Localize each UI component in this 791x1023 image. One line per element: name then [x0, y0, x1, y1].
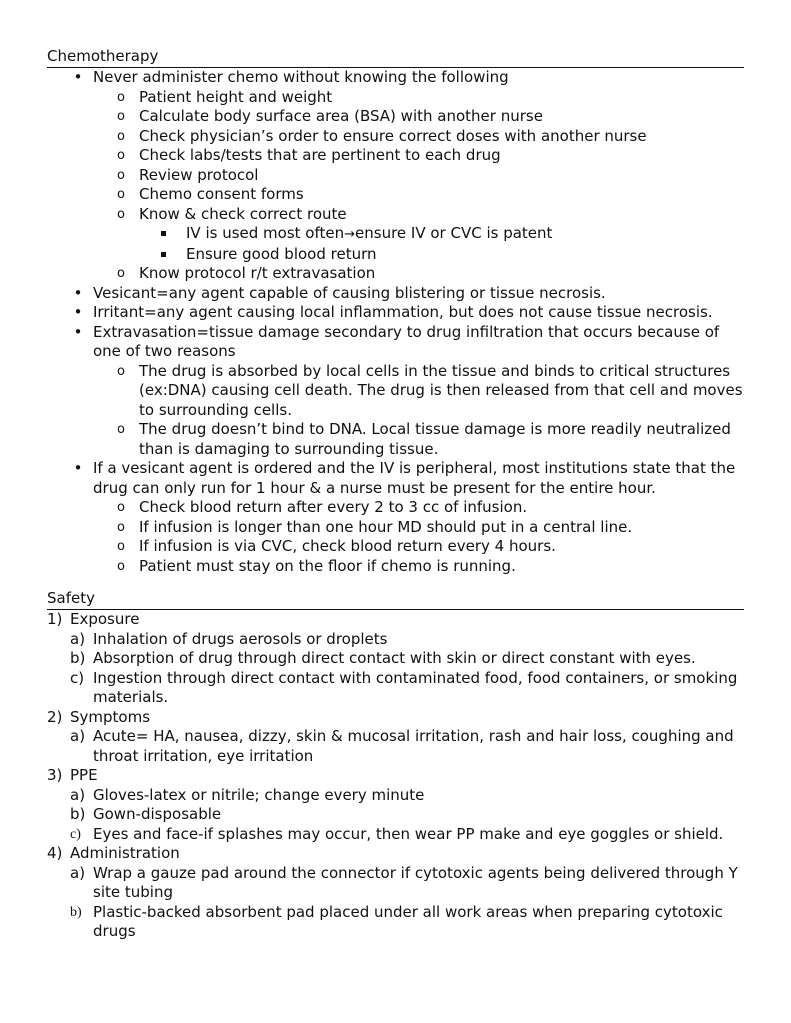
list-item — [93, 537, 744, 557]
list-item — [93, 498, 744, 518]
list-item — [47, 284, 744, 304]
document-page — [47, 47, 744, 942]
sub-list — [93, 362, 744, 460]
list-item — [70, 669, 744, 708]
sub-sub-list — [139, 224, 744, 264]
list-item-text: PPE — [70, 766, 98, 784]
number-marker: 4) — [47, 844, 63, 862]
list-item-text: Patient must stay on the floor if chemo is running. — [139, 556, 516, 575]
list-item — [47, 708, 744, 767]
list-item — [93, 362, 744, 421]
list-item-text: Ingestion through direct contact with contaminated food, food containers, or smoking materials. — [93, 668, 738, 706]
list-item — [70, 825, 744, 845]
section-title-chemotherapy: Chemotherapy — [47, 47, 744, 68]
circle-marker: o — [117, 148, 125, 163]
list-item-text: Patient height and weight — [139, 87, 333, 106]
list-item-text: If infusion is via CVC, check blood return every 4 hours. — [139, 537, 556, 555]
list-item — [47, 459, 744, 576]
list-item-text: Chemo consent forms — [139, 185, 304, 203]
circle-marker: o — [117, 422, 125, 437]
list-item-text: Acute= HA, nausea, dizzy, skin & mucosal irritation, rash and hair loss, coughing and throat irritation, eye irritation — [93, 727, 734, 765]
list-item-text: Wrap a gauze pad around the connector if cytotoxic agents being delivered through Y site tubing — [93, 863, 738, 901]
sub-list — [70, 630, 744, 708]
list-item — [93, 88, 744, 108]
list-item-text: Inhalation of drugs aerosols or droplets — [93, 629, 388, 648]
list-item — [93, 420, 744, 459]
bullet-marker: • — [73, 459, 83, 477]
arrow-right-icon: → — [344, 227, 356, 242]
list-item-text: Symptoms — [70, 707, 151, 726]
list-item — [93, 185, 744, 205]
list-item — [93, 518, 744, 538]
circle-marker: o — [117, 558, 125, 574]
list-item — [93, 557, 744, 577]
square-marker — [161, 252, 166, 257]
list-item — [93, 205, 744, 265]
circle-marker: o — [117, 128, 125, 144]
list-item-text: Exposure — [70, 610, 140, 628]
list-item — [70, 649, 744, 669]
list-item-text: Gloves-latex or nitrile; change every minute — [93, 785, 425, 804]
safety-numbered-list — [47, 610, 744, 942]
list-item — [93, 166, 744, 186]
list-item — [93, 264, 744, 284]
list-item — [47, 766, 744, 844]
letter-marker: b) — [70, 805, 86, 823]
list-item-text: The drug doesn’t bind to DNA. Local tissue damage is more readily neutralized than is damaging to surrounding tissue. — [139, 420, 731, 458]
sub-list — [70, 727, 744, 766]
circle-marker: o — [117, 539, 125, 554]
letter-marker: a) — [70, 727, 86, 745]
bullet-marker: • — [73, 68, 83, 86]
list-item — [47, 68, 744, 284]
section-title-safety: Safety — [47, 589, 744, 610]
circle-marker: o — [117, 206, 125, 222]
bullet-marker: • — [73, 322, 83, 341]
bullet-marker: • — [73, 283, 83, 302]
letter-marker: a) — [70, 629, 86, 648]
letter-marker: a) — [70, 785, 86, 804]
circle-marker: o — [117, 500, 125, 515]
list-item — [70, 630, 744, 650]
circle-marker: o — [117, 167, 125, 183]
sub-list — [70, 864, 744, 942]
list-item-text: Plastic-backed absorbent pad placed under all work areas when preparing cytotoxic drugs — [93, 902, 723, 940]
circle-marker: o — [117, 266, 125, 281]
letter-marker: b) — [70, 649, 86, 667]
list-item-text: Check labs/tests that are pertinent to each drug — [139, 146, 501, 164]
circle-marker: o — [117, 187, 125, 202]
circle-marker: o — [117, 109, 125, 124]
sub-list — [70, 786, 744, 845]
list-item — [47, 844, 744, 942]
list-item-text: Calculate body surface area (BSA) with another nurse — [139, 107, 543, 125]
list-item — [47, 610, 744, 708]
list-item-text: If a vesicant agent is ordered and the IV is peripheral, most institutions state that the drug can only run for 1 hour & a nurse must be present for the entire hour. — [93, 459, 736, 497]
circle-marker: o — [117, 519, 125, 535]
letter-marker: c) — [70, 668, 85, 687]
list-item — [93, 127, 744, 147]
sub-list — [93, 498, 744, 576]
list-item-text: Gown-disposable — [93, 805, 222, 823]
text-segment: ensure IV or CVC is patent — [355, 224, 553, 242]
list-item-text: Extravasation=tissue damage secondary to drug infiltration that occurs because of one of two reasons — [93, 322, 720, 360]
list-item — [70, 786, 744, 806]
list-item-text: Irritant=any agent causing local inflammation, but does not cause tissue necrosis. — [93, 303, 713, 321]
list-item-text: Review protocol — [139, 165, 259, 184]
list-item — [139, 224, 744, 245]
list-item — [93, 146, 744, 166]
circle-marker: o — [117, 89, 125, 105]
list-item — [93, 107, 744, 127]
list-item-text: Check physician’s order to ensure correct doses with another nurse — [139, 126, 647, 145]
circle-marker: o — [117, 363, 125, 379]
list-item-text: Eyes and face-if splashes may occur, then wear PP make and eye goggles or shield. — [93, 824, 724, 843]
list-item-text: Check blood return after every 2 to 3 cc of infusion. — [139, 498, 528, 516]
list-item — [47, 323, 744, 460]
list-item — [70, 864, 744, 903]
list-item-text: Absorption of drug through direct contact with skin or direct constant with eyes. — [93, 649, 696, 667]
list-item-text: Know & check correct route — [139, 204, 347, 223]
list-item — [70, 727, 744, 766]
letter-marker: b) — [70, 904, 82, 920]
letter-marker: c) — [70, 826, 81, 842]
text-segment: IV is used most often — [186, 224, 345, 242]
list-item-text: Administration — [70, 844, 180, 862]
list-item — [70, 903, 744, 942]
list-item — [139, 245, 744, 265]
sub-list — [93, 88, 744, 284]
list-item-text: Know protocol r/t extravasation — [139, 264, 376, 282]
list-item-text: If infusion is longer than one hour MD should put in a central line. — [139, 517, 633, 536]
list-item-text: The drug is absorbed by local cells in the tissue and binds to critical structures (ex:DNA) causing cell death. The drug is then released from that cell and moves to surrounding cells. — [139, 361, 743, 419]
letter-marker: a) — [70, 863, 86, 882]
number-marker: 2) — [47, 707, 63, 726]
square-marker — [161, 231, 166, 236]
bullet-marker: • — [73, 303, 83, 321]
number-marker: 3) — [47, 766, 63, 784]
list-item-text: Vesicant=any agent capable of causing blistering or tissue necrosis. — [93, 283, 606, 302]
list-item — [70, 805, 744, 825]
number-marker: 1) — [47, 610, 63, 628]
chemo-bullet-list — [47, 68, 744, 576]
list-item — [47, 303, 744, 323]
list-item-text: Ensure good blood return — [186, 244, 377, 263]
list-item-text: Never administer chemo without knowing the following — [93, 68, 509, 86]
list-item-text — [186, 224, 744, 245]
